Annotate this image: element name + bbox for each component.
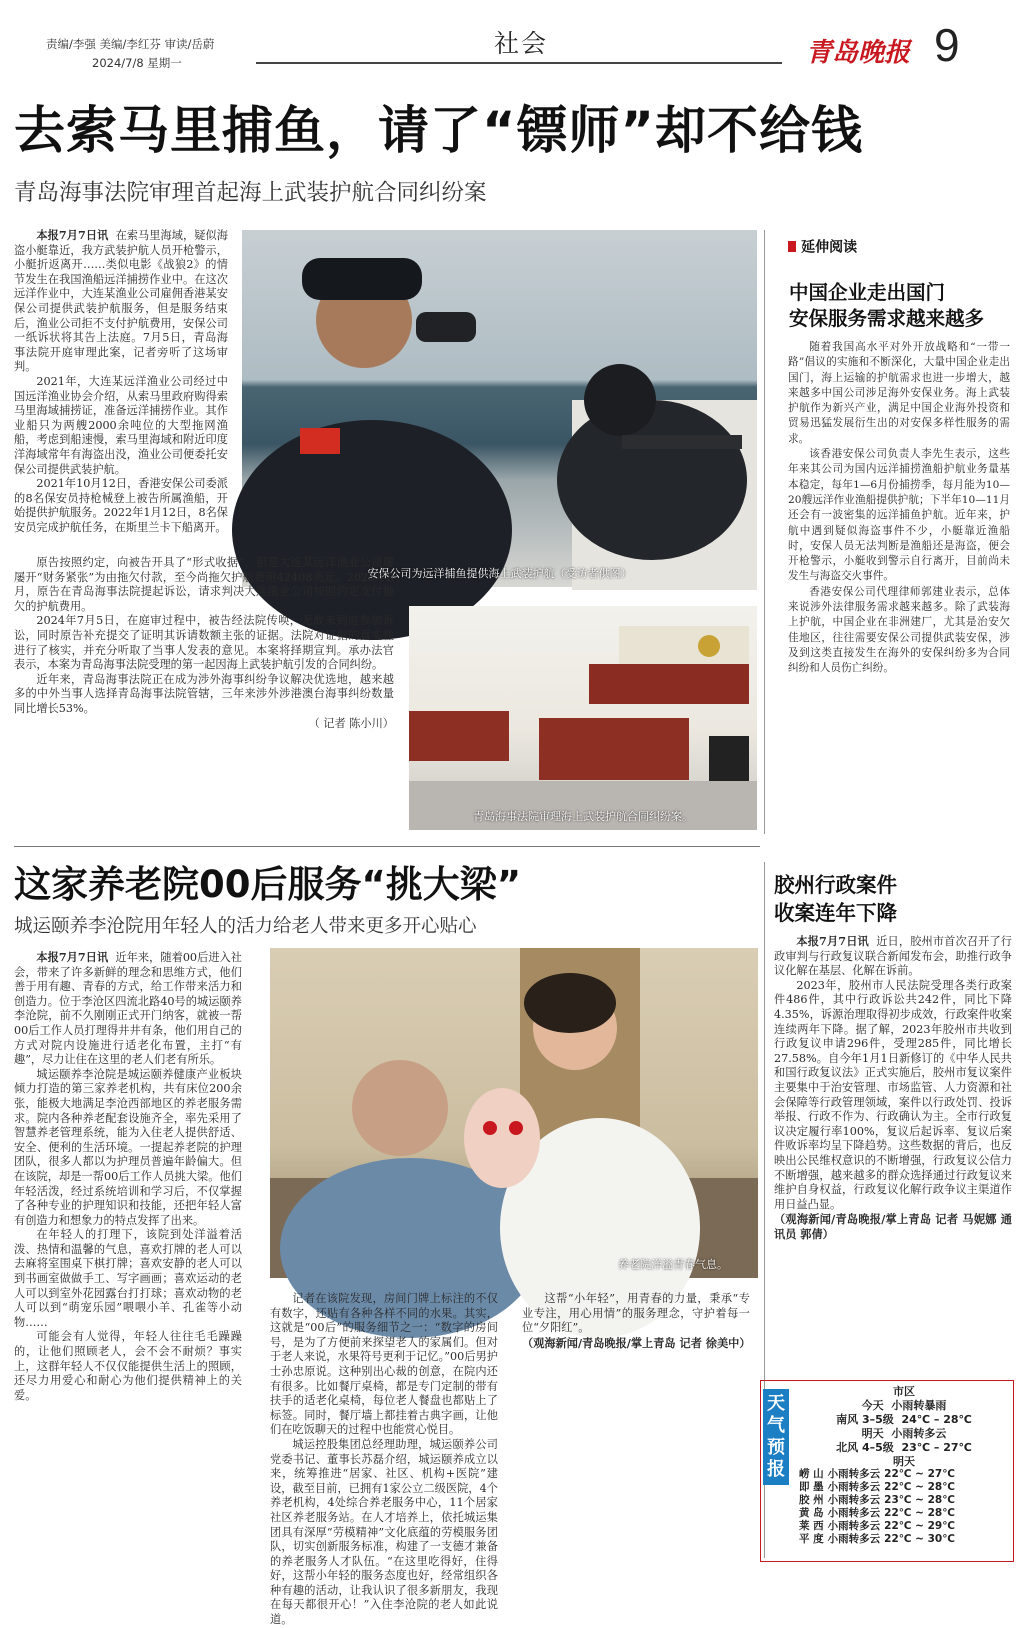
section-divider — [14, 846, 760, 847]
story1-p3: 2021年10月12日，香港安保公司委派的8名保安员持枪械登上被告所属渔船，开始提供护航服务。2022年1月12日，8名保安员完成护航任务，在斯里兰卡下船离开。 — [14, 477, 228, 534]
story2-p1: 近年来，随着00后进入社会，带来了许多新鲜的理念和思维方式，他们善于用有趣、青春的方式，给工作带来活力和创造力。位于李沧区四流北路40号的城运颐养李沧院，前不久刚刚正式开门纳客，就被一帮00后工作人员打理得井井有条，他们用自己的方式对院内设施进行适老化布置，主打“有趣”，尽力让住在这里的老人们老有所乐。 — [14, 951, 242, 1067]
district-name: 莱 西 — [799, 1520, 824, 1532]
district-temp: 22℃ ~ 27℃ — [884, 1468, 955, 1480]
weather-tomorrow-desc: 小雨转多云 — [891, 1427, 947, 1440]
district-name: 黄 岛 — [799, 1507, 824, 1519]
sidebar-divider — [764, 230, 765, 834]
district-temp: 22℃ ~ 28℃ — [884, 1481, 955, 1493]
courtroom-illustration — [409, 606, 757, 830]
weather-tomorrow-label: 明天 — [861, 1427, 884, 1440]
section-title: 社会 — [494, 29, 549, 58]
weather-districts-table — [797, 1468, 957, 1546]
district-name: 崂 山 — [799, 1468, 824, 1480]
weather-row — [797, 1468, 957, 1481]
story1-photo2-caption: 青岛海事法院审理海上武装护航合同纠纷案。 — [473, 810, 693, 823]
weather-title: 天气预报 — [763, 1389, 789, 1485]
weather-districts-label: 明天 — [893, 1455, 915, 1468]
story3-p2: 2023年，胶州市人民法院受理各类行政案件486件，其中行政诉讼共242件，同比下降4.35%，诉源治理取得初步成效，行政案件收案连续两年下降。据了解，2023年胶州市共收到行政复议申请296件，受理285件，同比增长27.58%。自今年1月1日新修订的《中华人民共和国行政复议法》正式实施后，胶州市复议案件主要集中于治安管理、市场监管、人力资源和社会保障等行政管理领域，案件以行政处罚、投诉举报、行政不作为、行政确认为主。全市行政复议决定履行率100%，复议后起诉率、复议后案件败诉率均呈下降趋势。这些数据的背后，也反映出公民维权意识的不断增强，行政复议公信力不断增强，越来越多的群众选择通过行政复议来维护自身权益，行政复议化解行政争议主渠道作用日益凸显。 — [774, 978, 1012, 1211]
district-name: 胶 州 — [799, 1494, 824, 1506]
weather-box — [760, 1380, 1014, 1562]
story2-dateline: 本报7月7日讯 — [36, 950, 109, 964]
story3-body — [774, 934, 1012, 1374]
weather-row — [797, 1481, 957, 1494]
story2-p7: 这帮“小年轻”，用青春的力量，秉承“专业专注，用心用情”的服务理念，守护着每一位“夕阳红”。 — [522, 1292, 750, 1335]
story3-p1: 近日，胶州市首次召开了行政审判与行政复议联合新闻发布会，助推行政争议化解在基层、化解在诉前。 — [774, 935, 1012, 978]
weather-city: 市区 — [893, 1385, 915, 1398]
sidebar-tag-label: 延伸阅读 — [801, 239, 858, 256]
district-desc: 小雨转多云 — [827, 1468, 881, 1480]
story2-p2: 城运颐养李沧院是城运颐养健康产业板块倾力打造的第三家养老机构，共有床位200余张，能极大地满足李沧西部地区的养老服务需求。院内各种养老配套设施齐全，率先采用了智慧养老管理系统，能为入住老人提供舒适、安全、便利的生活环境。一提起养老院的护理团队，很多人都以为护理员普遍年龄偏大。但在该院，却是一帮00后工作人员挑大梁。他们年轻活泼，经过系统培训和学习后，不仅掌握了各种专业的护理知识和技能，还把年轻人富有创造力和想象力的特点发挥了出来。 — [14, 1067, 242, 1227]
story2-headline: 这家养老院00后服务“挑大梁” — [14, 863, 522, 906]
sidebar1-headline-line1: 中国企业走出国门 — [789, 281, 946, 304]
district-name: 平 度 — [799, 1533, 824, 1545]
page-number: 9 — [934, 19, 960, 71]
district-name: 即 墨 — [799, 1481, 824, 1493]
story1-p2: 2021年，大连某远洋渔业公司经过中国远洋渔业协会介绍，从索马里政府购得索马里海域捕捞证，准备远洋捕捞作业。其作业船只为两艘2000余吨位的大型拖网渔船，考虑到船速慢，索马里海域和附近印度洋海域常年有海盗出没，渔业公司便委托安保公司提供武装护航。 — [14, 374, 228, 476]
story1-dateline: 本报7月7日讯 — [36, 228, 109, 242]
weather-row — [797, 1507, 957, 1520]
issue-date: 2024/7/8 星期一 — [92, 56, 182, 70]
sidebar1-p2: 该香港安保公司负责人李先生表示，这些年来其公司为国内远洋捕捞渔船护航业务量基本稳定，每年1—6月份捕捞季，每月能为10—20艘远洋作业渔船提供护航；下半年10—11月还会有一波密集的远洋捕鱼护航。近年来，护航中遇到疑似海盗事件不少，小艇靠近渔船时，安保人员无法判断是渔船还是海盗，便会开枪警示，小艇收到警示自行离开，目前尚未发生与海盗交火事件。 — [788, 448, 1010, 583]
story3-headline-line2: 收案连年下降 — [774, 901, 897, 925]
district-desc: 小雨转多云 — [827, 1520, 881, 1532]
editors-line: 责编/李强 美编/李红芬 审读/岳蔚 — [46, 37, 215, 51]
district-desc: 小雨转多云 — [827, 1533, 881, 1545]
story2-col3 — [522, 1292, 750, 1560]
district-temp: 22℃ ~ 29℃ — [884, 1520, 955, 1532]
story2-p4: 可能会有人觉得，年轻人往往毛毛躁躁的，让他们照顾老人，会不会不耐烦？事实上，这群年轻人不仅仅能提供生活上的照顾，还尽力用爱心和耐心为他们提供精神上的关爱。 — [14, 1330, 242, 1402]
sidebar-tag-marker — [788, 241, 796, 252]
story1-subheadline: 青岛海事法院审理首起海上武装护航合同纠纷案 — [14, 180, 487, 206]
story1-p5: 2024年7月5日，在庭审过程中，被告经法院传唤，无故未到庭参加诉讼，同时原告补充提交了证明其诉请数额主张的证据。法院对证据的真实性进行了核实，并充分听取了当事人发表的意见。本案将择期宣判。承办法官表示，本案为青岛海事法院受理的第一起因海上武装护航引发的合同纠纷。 — [14, 614, 394, 672]
story3-dateline: 本报7月7日讯 — [796, 934, 869, 948]
story2-photo-caption: 养老院洋溢青春气息。 — [618, 1258, 728, 1271]
story2-photo — [270, 948, 758, 1278]
masthead — [0, 0, 1024, 70]
story1-p6: 近年来，青岛海事法院正在成为涉外海事纠纷争议解决优选地，越来越多的中外当事人选择青岛海事法院管辖，三年来涉外涉港澳台海事纠纷数量同比增长53%。 — [14, 672, 394, 715]
story1-p4: 原告按照约定，向被告开具了“形式收据”，但是大连某远洋渔业公司屡屡开“财务紧张”为由拖欠付款，至今尚拖欠护航费用42408美元。2023年8月，原告在青岛海事法院提起诉讼，请求判决大连渔业公司按照约定支付拖欠的护航费用。 — [14, 556, 394, 613]
story2-p3: 在年轻人的打理下，该院到处洋溢着活泼、热情和温馨的气息，喜欢打牌的老人可以去麻将室围桌下棋打牌；喜欢安静的老人可以到书画室做做手工、写字画画；喜欢运动的老人可以到室外花园露台打打球；喜欢动物的老人可以到“萌宠乐园”喂喂小羊、孔雀等小动物…… — [14, 1228, 242, 1329]
masthead-rule — [256, 62, 782, 64]
sidebar1-body — [788, 340, 1010, 834]
elderly-care-illustration — [270, 948, 758, 1278]
sidebar1-p1: 随着我国高水平对外开放战略和“一带一路”倡议的实施和不断深化，大量中国企业走出国门，海上运输的护航需求也进一步增大，越来越多中国公司涉足海外安保业务。海上武装护航作为新兴产业，满足中国企业海外投资和贸易迅猛发展衍生出的对安保多样性服务的需求。 — [788, 341, 1010, 445]
district-desc: 小雨转多云 — [827, 1494, 881, 1506]
district-temp: 23℃ ~ 28℃ — [884, 1494, 955, 1506]
story1-photo-court — [409, 606, 757, 830]
weather-row — [797, 1533, 957, 1546]
district-desc: 小雨转多云 — [827, 1507, 881, 1519]
story3-byline: （观海新闻/青岛晚报/掌上青岛 记者 马妮娜 通讯员 郭倩） — [774, 1212, 1012, 1241]
sidebar-tag — [788, 236, 857, 257]
weather-today-temp: 24℃ – 28℃ — [901, 1413, 972, 1426]
district-temp: 22℃ ~ 28℃ — [884, 1507, 955, 1519]
story2-p5: 记者在该院发现，房间门牌上标注的不仅有数字，还贴有各种各样不同的水果。其实，这就是“00后”的服务细节之一：“数字的房间号，是为了方便前来探望老人的家属们。但对于老人来说，水果符号更利于记忆。”00后男护士孙忠原说。这种别出心裁的创意，在院内还有很多。比如餐厅桌椅，都是专门定制的带有扶手的适老化桌椅，每位老人餐盘也都贴上了标签。同时，餐厅墙上都挂着古典字画，让他们在吃饭聊天的过程中也能赏心悦目。 — [270, 1292, 498, 1437]
weather-today-label: 今天 — [861, 1399, 884, 1412]
story3-headline-line1: 胶州行政案件 — [774, 873, 897, 897]
weather-row — [797, 1494, 957, 1507]
story1-p1: 在索马里海域，疑似海盗小艇靠近，我方武装护航人员开枪警示，小艇折返离开……类似电影《战狼2》的情节发生在我国渔船远洋捕捞作业中。在这次远洋作业中，大连某渔业公司雇佣香港某安保公司提供武装护航服务，但是服务结束后，渔业公司拒不支付护航费用，安保公司一纸诉状将其告上法庭。7月5日，青岛海事法院开庭审理此案，记者旁听了这场审判。 — [14, 229, 228, 374]
story2-p6: 城运控股集团总经理助理，城运颐养公司党委书记、董事长苏磊介绍，城运颐养成立以来，统筹推进“居家、社区、机构+医院”建设，截至目前，已拥有1家公立二级医院，4个养老机构，4处综合养老服务中心，11个居家社区养老服务站。在人才培养上，依托城运集团具有深厚“劳模精神”文化底蕴的劳模服务团队，切实创新服务标准，构建了一支德才兼备的养老服务人才队伍。“在这里吃得好，住得好，这帮小年轻的服务态度也好，经常组织各种有趣的活动，让我认识了很多新朋友，我现在每天都很开心！”入住李沧院的老人如此说道。 — [270, 1437, 498, 1627]
story2-byline: （观海新闻/青岛晚报/掌上青岛 记者 徐美中） — [522, 1335, 751, 1350]
story1-col1 — [14, 228, 228, 606]
weather-tomorrow-temp: 23℃ – 27℃ — [901, 1441, 972, 1454]
weather-row — [797, 1520, 957, 1533]
sidebar1-headline-line2: 安保服务需求越来越多 — [789, 307, 985, 330]
paper-logo: 青岛晚报 — [806, 38, 911, 68]
story2-col1 — [14, 950, 242, 1560]
district-temp: 22℃ ~ 30℃ — [884, 1533, 955, 1545]
weather-tomorrow-wind: 北风 4–5级 — [836, 1441, 894, 1454]
weather-today-desc: 小雨转暴雨 — [891, 1399, 947, 1412]
story1-photo1-caption: 安保公司为远洋捕鱼提供海上武装护航（受访者供图） — [367, 567, 632, 580]
story1-headline: 去索马里捕鱼，请了“镖师”却不给钱 — [14, 102, 864, 161]
story1-byline: （ 记者 陈小川） — [308, 716, 394, 730]
story2-col2 — [270, 1292, 498, 1627]
story1-photo-guards — [242, 230, 757, 587]
story1-col1b — [14, 556, 394, 834]
sidebar1-p3: 香港安保公司代理律师郭建业表示，总体来说涉外法律服务需求越来越多。除了武装海上护航，中国企业在非洲建厂，尤其是治安欠佳地区，往往需要安保公司提供武装安保，涉及到这类直接发生在海外的安保纠纷多为合同纠纷和人员伤亡纠纷。 — [788, 585, 1010, 675]
district-desc: 小雨转多云 — [827, 1481, 881, 1493]
story2-subheadline: 城运颐养李沧院用年轻人的活力给老人带来更多开心贴心 — [14, 916, 477, 937]
guards-illustration — [242, 230, 757, 587]
weather-today-wind: 南风 3–5级 — [836, 1413, 894, 1426]
